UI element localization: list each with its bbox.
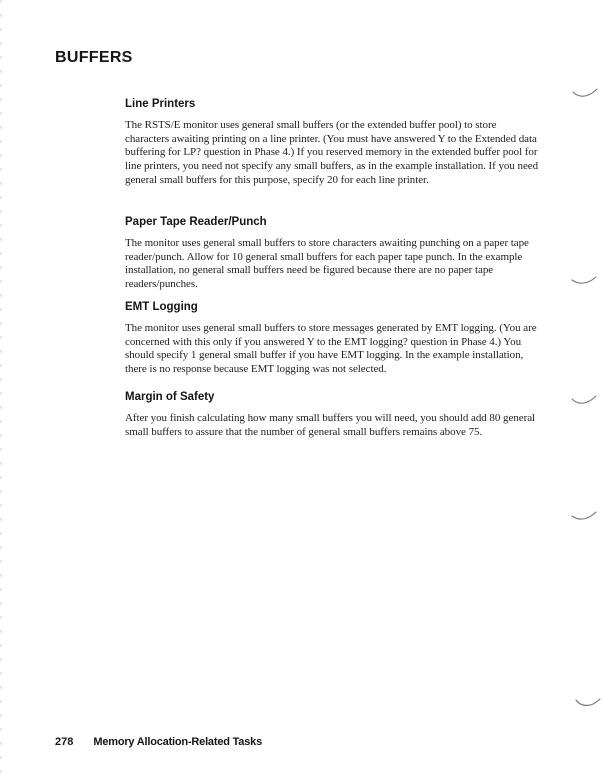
section-heading: Line Printers: [125, 98, 196, 110]
page-number: 278: [55, 736, 74, 748]
section-heading: EMT Logging: [125, 301, 198, 313]
page-curl-mark-icon: [572, 87, 598, 100]
section-body: After you finish calculating how many small buffers you will need, you should add 80 general small buffers to assure that the number of general small buffers remains above 75.: [125, 412, 536, 438]
chapter-header: BUFFERS: [55, 49, 133, 66]
page-footer: [55, 736, 262, 748]
page-curl-mark-icon: [571, 510, 597, 523]
section-body: The monitor uses general small buffers to store characters awaiting punching on a paper tape reader/punch. Allow for 10 general small buffers for each paper tape punch. In the example installation, no general small buffers need be figured because there are no paper tape readers/punches.: [125, 237, 529, 291]
section-paper-tape-reader-punch: [125, 216, 540, 292]
section-heading: Margin of Safety: [125, 391, 215, 403]
section-body: The monitor uses general small buffers to store messages generated by EMT logging. (You are concerned with this only if you answered Y to the EMT logging? question in Phase 4.) You should specify 1 general small buffer if you have EMT logging. In the example installation, there is no response because EMT logging was not selected.: [125, 322, 537, 376]
page-curl-mark-icon: [575, 696, 601, 709]
page-curl-mark-icon: [571, 274, 597, 287]
section-heading: Paper Tape Reader/Punch: [125, 216, 267, 228]
section-line-printers: [125, 98, 540, 188]
page-curl-mark-icon: [571, 394, 597, 407]
section-body: The RSTS/E monitor uses general small buffers (or the extended buffer pool) to store characters awaiting printing on a line printer. (You must have answered Y to the Extended data buffering for LP? question in Phase 4.) If you reserved memory in the extended buffer pool for line printers, you need not specify any small buffers, as in the example installation. If you need general small buffers for this purpose, specify 20 for each line printer.: [125, 119, 539, 186]
footer-section-title: Memory Allocation-Related Tasks: [93, 736, 262, 748]
section-emt-logging: [125, 301, 540, 377]
scan-edge-artifact: [0, 0, 2, 783]
section-margin-of-safety: [125, 391, 540, 439]
